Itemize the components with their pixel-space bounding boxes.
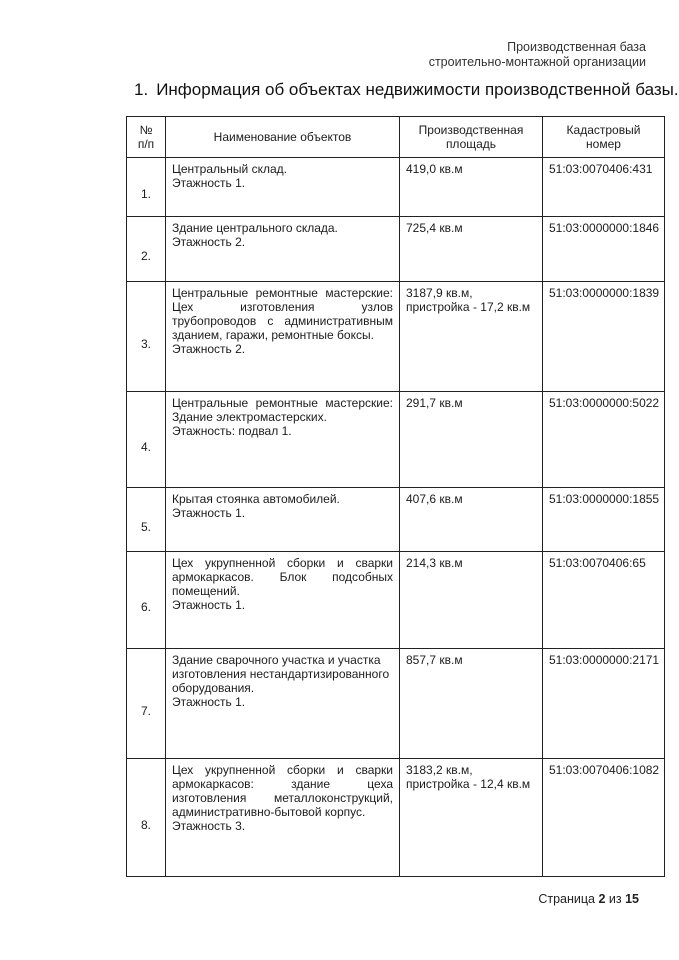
object-area: 407,6 кв.м [400,488,543,552]
page-number: 2 [598,892,606,906]
page-total: 15 [625,892,639,906]
object-name: Здание центрального склада. Этажность 2. [166,217,400,282]
cadastral-number: 51:03:0000000:1846 [543,217,665,282]
table-header-row [127,117,665,158]
table-row [127,552,665,649]
row-number: 6. [127,552,166,649]
table-row [127,282,665,392]
object-area: 3183,2 кв.м, пристройка - 12,4 кв.м [400,759,543,877]
row-number: 8. [127,759,166,877]
section-title [134,80,679,100]
cadastral-number: 51:03:0000000:1855 [543,488,665,552]
page-of-label: из [608,892,622,906]
cadastral-number: 51:03:0070406:1082 [543,759,665,877]
object-area: 291,7 кв.м [400,392,543,488]
cadastral-number: 51:03:0070406:65 [543,552,665,649]
section-title-text: Информация об объектах недвижимости производственной базы. [156,80,679,99]
row-number: 3. [127,282,166,392]
object-name: Центральные ремонтные мастерские: Цех изготовления узлов трубопроводов с административным зданием, гаражи, ремонтные боксы. Этажность 2. [166,282,400,392]
row-number: 5. [127,488,166,552]
section-number: 1. [134,80,149,99]
cadastral-number: 51:03:0000000:5022 [543,392,665,488]
table-row [127,649,665,759]
column-header-name: Наименование объектов [166,117,400,158]
table-row [127,158,665,217]
cadastral-number: 51:03:0000000:2171 [543,649,665,759]
column-header-cadastral: Кадастровый номер [543,117,665,158]
object-name: Центральные ремонтные мастерские: Здание электромастерских. Этажность: подвал 1. [166,392,400,488]
header-line-2: строительно-монтажной организации [428,55,646,69]
row-number: 4. [127,392,166,488]
object-name: Центральный склад. Этажность 1. [166,158,400,217]
page-footer [538,892,639,906]
table-row [127,392,665,488]
row-number: 1. [127,158,166,217]
row-number: 7. [127,649,166,759]
object-area: 419,0 кв.м [400,158,543,217]
page-label: Страница [538,892,595,906]
object-area: 3187,9 кв.м, пристройка - 17,2 кв.м [400,282,543,392]
object-name: Крытая стоянка автомобилей. Этажность 1. [166,488,400,552]
object-name: Здание сварочного участка и участка изготовления нестандартизированного оборудования. Этажность 1. [166,649,400,759]
table-row [127,759,665,877]
column-header-number: № п/п [127,117,166,158]
row-number: 2. [127,217,166,282]
table-row [127,488,665,552]
cadastral-number: 51:03:0070406:431 [543,158,665,217]
table-row [127,217,665,282]
cadastral-number: 51:03:0000000:1839 [543,282,665,392]
object-area: 857,7 кв.м [400,649,543,759]
object-area: 214,3 кв.м [400,552,543,649]
document-header [429,40,646,70]
column-header-area: Производственная площадь [400,117,543,158]
object-name: Цех укрупненной сборки и сварки армокаркасов: здание цеха изготовления металлоконструкций, административно-бытовой корпус. Этажность 3. [166,759,400,877]
property-table [126,116,665,877]
header-line-1: Производственная база [507,40,646,54]
object-area: 725,4 кв.м [400,217,543,282]
object-name: Цех укрупненной сборки и сварки армокаркасов. Блок подсобных помещений. Этажность 1. [166,552,400,649]
